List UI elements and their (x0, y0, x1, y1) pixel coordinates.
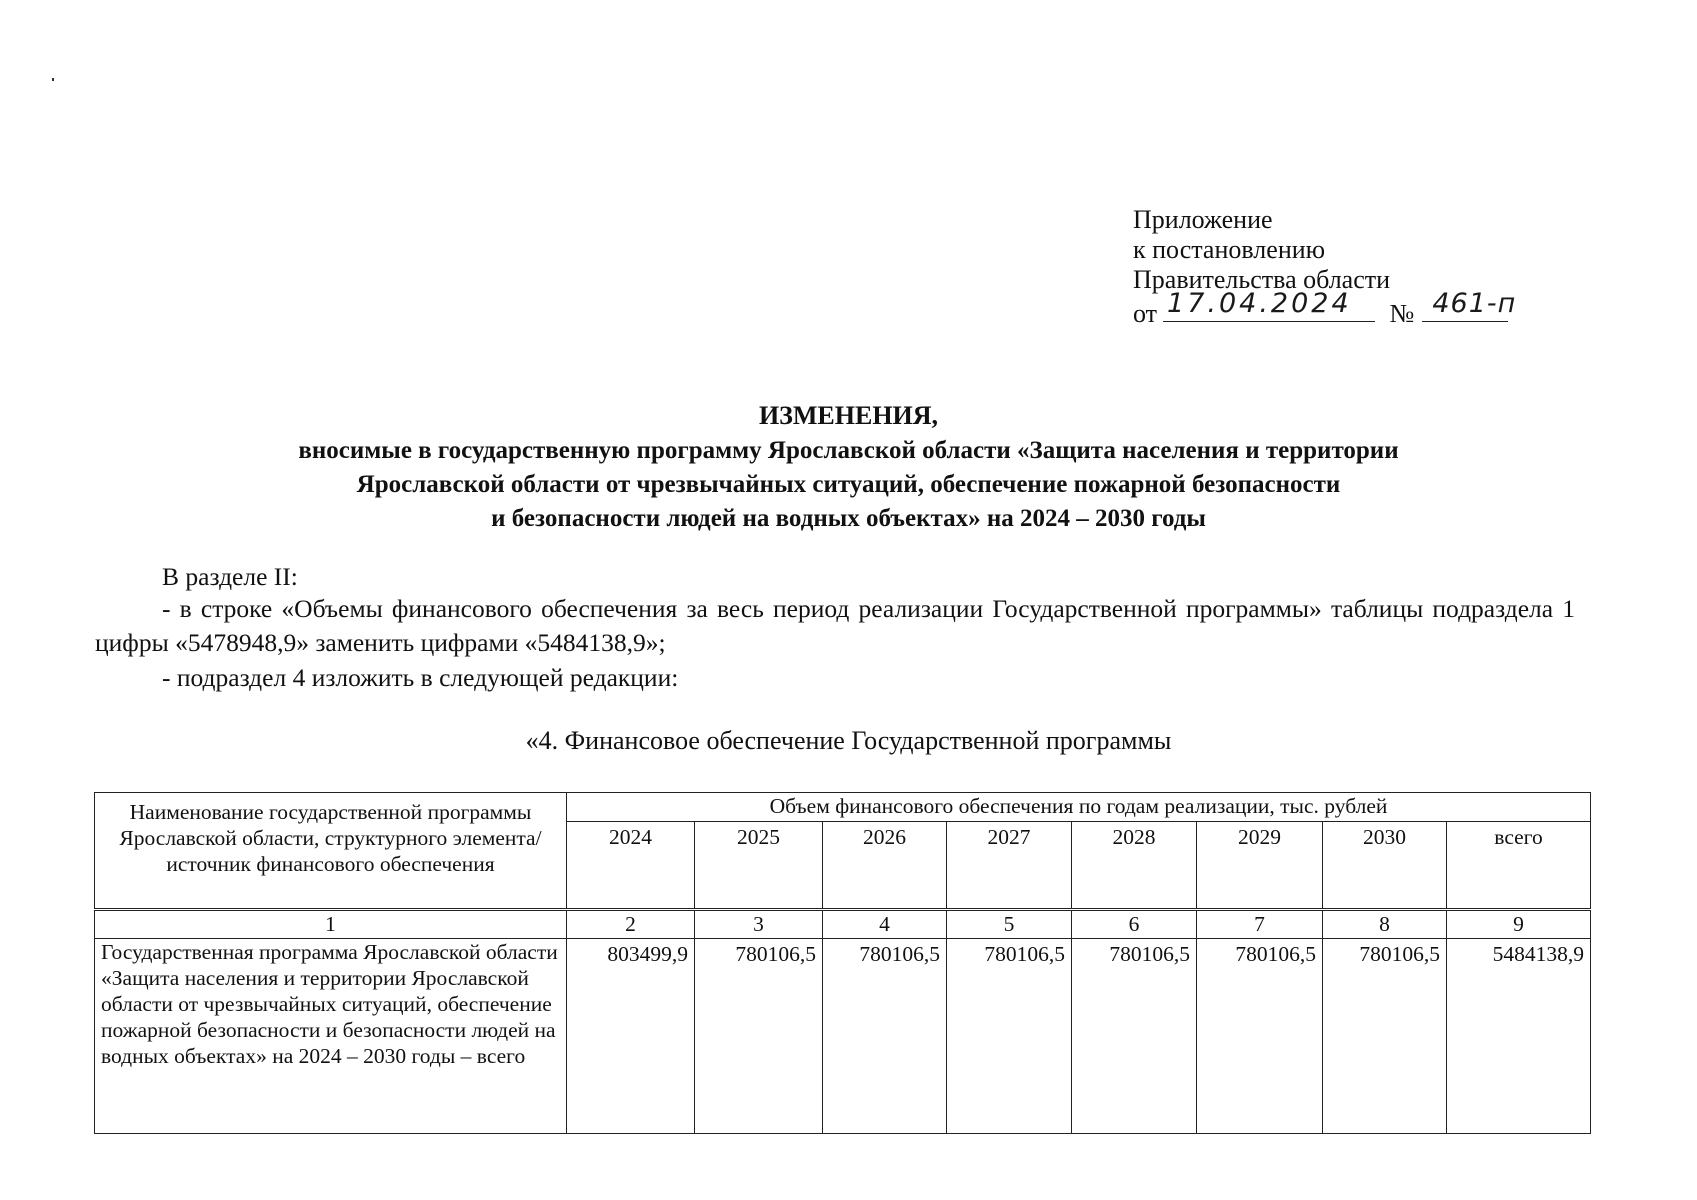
column-number: 6 (1072, 910, 1197, 939)
header-year: 2027 (947, 822, 1072, 910)
value-cell: 780106,5 (1323, 939, 1447, 1134)
date-field (1163, 288, 1375, 322)
column-number: 8 (1323, 910, 1447, 939)
number-prefix: № (1389, 299, 1415, 328)
paragraph-amendment-2: - подраздел 4 изложить в следующей редакции: (162, 663, 679, 692)
total-value-cell: 5484138,9 (1447, 939, 1591, 1134)
column-number: 5 (947, 910, 1072, 939)
date-prefix: от (1133, 299, 1158, 328)
header-program-name: Наименование государственной программы Ярославской области, структурного элемента/ источник финансового обеспечения (95, 793, 567, 910)
value-cell: 803499,9 (567, 939, 695, 1134)
column-number: 2 (567, 910, 695, 939)
value-cell: 780106,5 (823, 939, 947, 1134)
handwritten-number: 461-п (1432, 288, 1517, 319)
subtitle-line-2: Ярославской области от чрезвычайных ситуаций, обеспечение пожарной безопасности (356, 471, 1341, 498)
scan-speck (52, 78, 54, 81)
value-cell: 780106,5 (695, 939, 823, 1134)
header-total: всего (1447, 822, 1591, 910)
financing-table (94, 792, 1591, 1134)
table-row (95, 939, 1591, 1134)
appendix-line-3: Правительства области (1133, 265, 1391, 294)
appendix-block (1133, 205, 1517, 329)
document-title: ИЗМЕНЕНИЯ, (758, 401, 939, 430)
column-number: 7 (1197, 910, 1323, 939)
document-subtitle (0, 434, 1697, 536)
section-heading: «4. Финансовое обеспечение Государственной программы (525, 726, 1172, 755)
column-number: 3 (695, 910, 823, 939)
header-year: 2026 (823, 822, 947, 910)
appendix-line-2: к постановлению (1133, 235, 1326, 264)
column-number: 4 (823, 910, 947, 939)
value-cell: 780106,5 (1072, 939, 1197, 1134)
column-number-row (95, 910, 1591, 939)
column-number: 9 (1447, 910, 1591, 939)
subtitle-line-1: вносимые в государственную программу Ярославской области «Защита населения и территории (298, 437, 1399, 464)
header-volume: Объем финансового обеспечения по годам реализации, тыс. рублей (567, 793, 1591, 822)
header-year: 2029 (1197, 822, 1323, 910)
paragraph-section: В разделе II: (162, 562, 298, 591)
header-year: 2028 (1072, 822, 1197, 910)
value-cell: 780106,5 (1197, 939, 1323, 1134)
subtitle-line-3: и безопасности людей на водных объектах» на 2024 – 2030 годы (491, 505, 1206, 532)
appendix-date-line (1133, 288, 1517, 329)
header-year: 2024 (567, 822, 695, 910)
appendix-line-1: Приложение (1133, 205, 1273, 234)
paragraph-amendment-1: - в строке «Объемы финансового обеспечения за весь период реализации Государственной программы» таблицы подраздела 1 цифры «5478948,9» заменить цифрами «5484138,9»; (95, 594, 1575, 657)
column-number: 1 (95, 910, 567, 939)
number-field (1422, 288, 1517, 322)
program-name-cell: Государственная программа Ярославской области «Защита населения и территории Ярославской области от чрезвычайных ситуаций, обеспечение пожарной безопасности и безопасности людей на водных объектах» на 2024 – 2030 годы – всего (95, 939, 567, 1134)
value-cell: 780106,5 (947, 939, 1072, 1134)
handwritten-date: 17.04.2024 (1167, 288, 1352, 319)
header-year: 2025 (695, 822, 823, 910)
header-year: 2030 (1323, 822, 1447, 910)
